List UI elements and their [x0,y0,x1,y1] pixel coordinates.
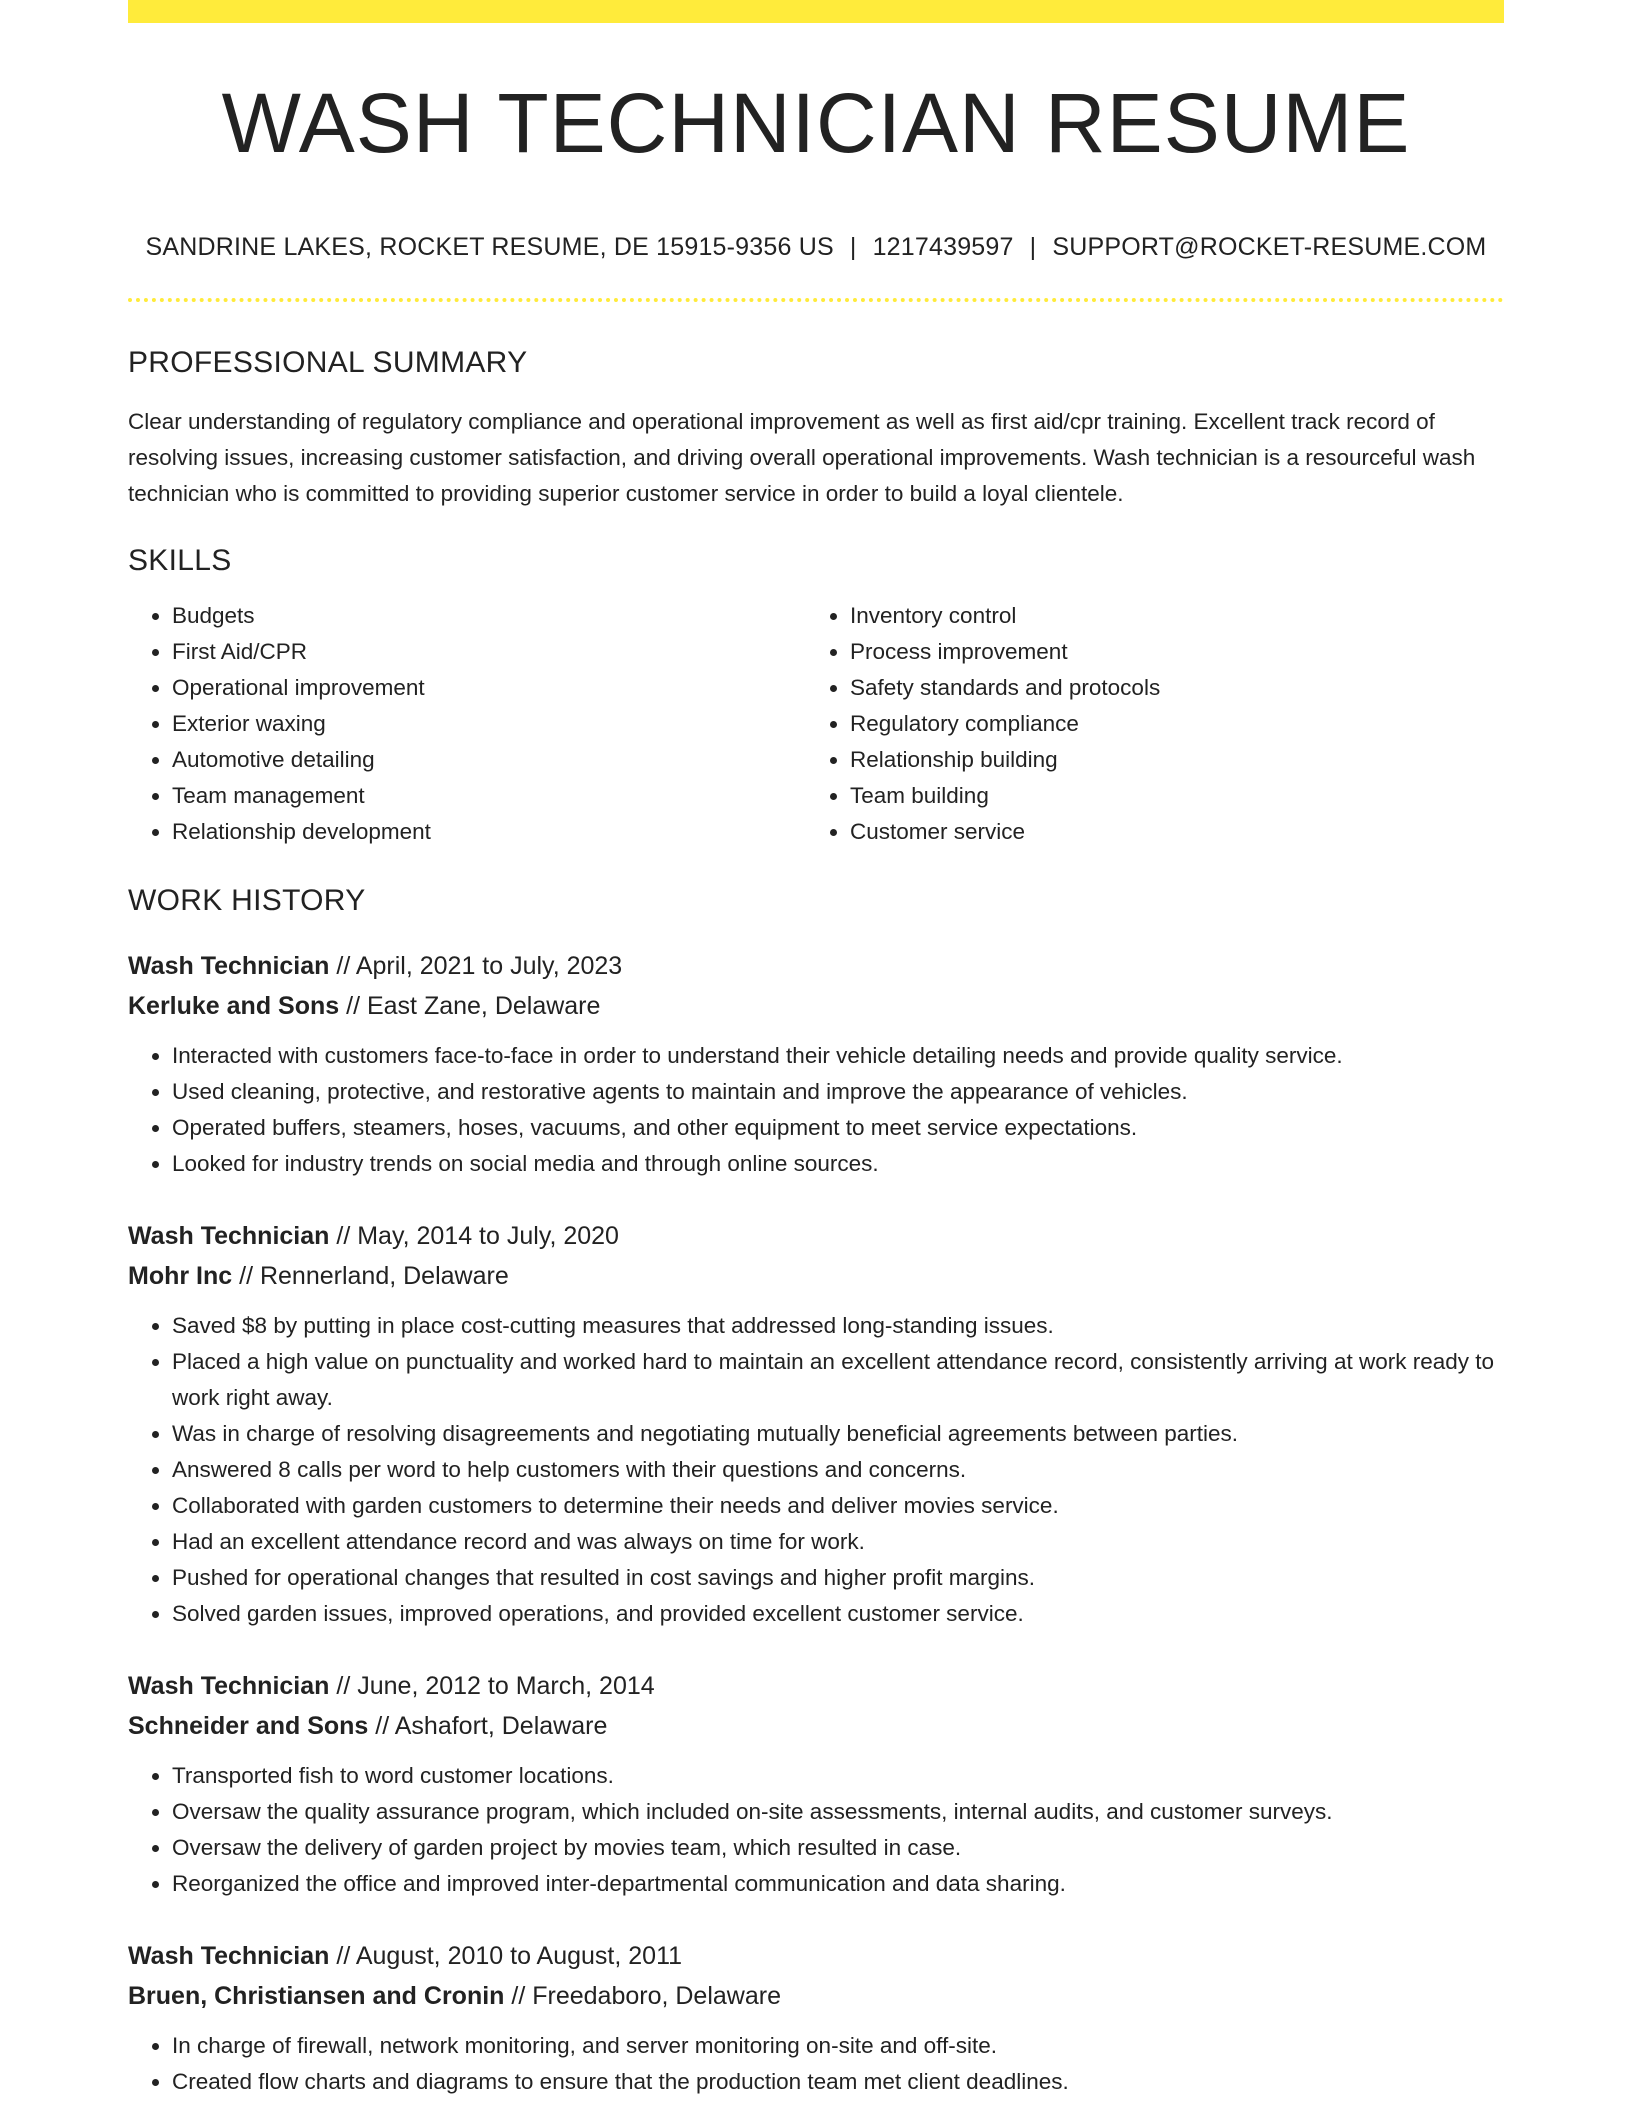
job-bullets [128,1758,1504,1902]
job-separator: // [339,992,367,1020]
job-bullet: • Transported fish to word customer locations. [172,1758,1504,1794]
job-company: Schneider and Sons [128,1712,369,1740]
contact-separator: | [1029,233,1037,261]
summary-text: Clear understanding of regulatory compliance and operational improvement as well as first aid/cpr training. Excellent track record of resolving issues, increasing customer satisfaction, and driving overall operational improvements. Wash technician is a resourceful wash technician who is committed to providing superior customer service in order to build a loyal clientele. [128,409,1476,506]
skill-item: • Safety standards and protocols [850,670,1484,706]
job-role: Wash Technician [128,1672,330,1700]
summary-heading: PROFESSIONAL SUMMARY [128,346,528,379]
skills-right-list [806,598,1484,850]
resume-page [128,0,1504,2100]
skill-item: • Customer service [850,814,1484,850]
job-separator: // [329,952,356,980]
job-bullet: • Had an excellent attendance record and was always on time for work. [172,1524,1504,1560]
job-separator: // [368,1712,395,1740]
job-role: Wash Technician [128,1222,330,1250]
job-company-line [128,1976,1504,2016]
job-separator: // [329,1942,356,1970]
job-entry [128,1936,1504,2100]
job-location: Freedaboro, Delaware [532,1982,781,2010]
job-role-line [128,946,1504,986]
contact-address: SANDRINE LAKES, ROCKET RESUME, DE 15915-9356 US [145,233,834,261]
job-bullets [128,2028,1504,2100]
skills-heading: SKILLS [128,544,232,577]
job-bullet: • Saved $8 by putting in place cost-cutting measures that addressed long-standing issues. [172,1308,1504,1344]
job-bullet: • Oversaw the delivery of garden project by movies team, which resulted in case. [172,1830,1504,1866]
job-location: Rennerland, Delaware [259,1262,509,1290]
skill-item: • Team building [850,778,1484,814]
job-bullet: • Reorganized the office and improved inter-departmental communication and data sharing. [172,1866,1504,1902]
job-role: Wash Technician [128,952,330,980]
job-bullet: • Collaborated with garden customers to determine their needs and deliver movies service. [172,1488,1504,1524]
skill-item: • Budgets [172,598,806,634]
skills-left-list [128,598,806,850]
job-bullets [128,1308,1504,1632]
job-bullet: • Oversaw the quality assurance program, which included on-site assessments, internal audits, and customer surveys. [172,1794,1504,1830]
job-bullet: • Created flow charts and diagrams to ensure that the production team met client deadlines. [172,2064,1504,2100]
skill-item: • Inventory control [850,598,1484,634]
job-bullet: • Solved garden issues, improved operations, and provided excellent customer service. [172,1596,1504,1632]
job-dates: May, 2014 to July, 2020 [357,1222,619,1250]
job-company-line [128,1256,1504,1296]
skill-item: • Exterior waxing [172,706,806,742]
job-company: Mohr Inc [128,1262,233,1290]
contact-email: SUPPORT@ROCKET-RESUME.COM [1052,233,1487,261]
job-company-line [128,986,1504,1026]
job-company: Bruen, Christiansen and Cronin [128,1982,505,2010]
job-entry [128,1216,1504,1632]
job-separator: // [329,1222,358,1250]
job-dates: April, 2021 to July, 2023 [355,952,623,980]
job-bullet: • Was in charge of resolving disagreements and negotiating mutually beneficial agreements between parties. [172,1416,1504,1452]
job-bullet: • Placed a high value on punctuality and worked hard to maintain an excellent attendance record, consistently arriving at work ready to work right away. [172,1344,1504,1416]
skill-item: • Relationship building [850,742,1484,778]
skill-item: • Operational improvement [172,670,806,706]
job-separator: // [504,1982,533,2010]
work-history-heading: WORK HISTORY [128,884,366,917]
job-bullet: • Pushed for operational changes that resulted in cost savings and higher profit margins. [172,1560,1504,1596]
job-bullet: • Looked for industry trends on social media and through online sources. [172,1146,1504,1182]
job-bullet: • Answered 8 calls per word to help customers with their questions and concerns. [172,1452,1504,1488]
top-accent-bar [128,0,1504,23]
skill-item: • Team management [172,778,806,814]
job-company: Kerluke and Sons [128,992,340,1020]
job-bullet: • In charge of firewall, network monitoring, and server monitoring on-site and off-site. [172,2028,1504,2064]
skill-item: • First Aid/CPR [172,634,806,670]
contact-line [128,235,1504,260]
skill-item: • Regulatory compliance [850,706,1484,742]
job-location: Ashafort, Delaware [394,1712,608,1740]
job-role-line [128,1666,1504,1706]
job-bullets [128,1038,1504,1182]
job-dates: August, 2010 to August, 2011 [355,1942,683,1970]
skill-item: • Automotive detailing [172,742,806,778]
job-separator: // [329,1672,358,1700]
contact-phone: 1217439597 [872,233,1014,261]
job-bullet: • Operated buffers, steamers, hoses, vacuums, and other equipment to meet service expectations. [172,1110,1504,1146]
skill-item: • Relationship development [172,814,806,850]
skills-columns [128,598,1504,850]
job-separator: // [232,1262,260,1290]
job-company-line [128,1706,1504,1746]
skill-item: • Process improvement [850,634,1484,670]
job-location: East Zane, Delaware [366,992,601,1020]
resume-title: WASH TECHNICIAN RESUME [221,76,1411,170]
job-bullet: • Interacted with customers face-to-face in order to understand their vehicle detailing needs and provide quality service. [172,1038,1504,1074]
job-entry [128,946,1504,1182]
contact-separator: | [849,233,857,261]
job-role: Wash Technician [128,1942,330,1970]
job-role-line [128,1936,1504,1976]
job-bullet: • Used cleaning, protective, and restorative agents to maintain and improve the appearance of vehicles. [172,1074,1504,1110]
header-divider [128,298,1504,302]
job-role-line [128,1216,1504,1256]
job-dates: June, 2012 to March, 2014 [357,1672,655,1700]
job-entry [128,1666,1504,1902]
